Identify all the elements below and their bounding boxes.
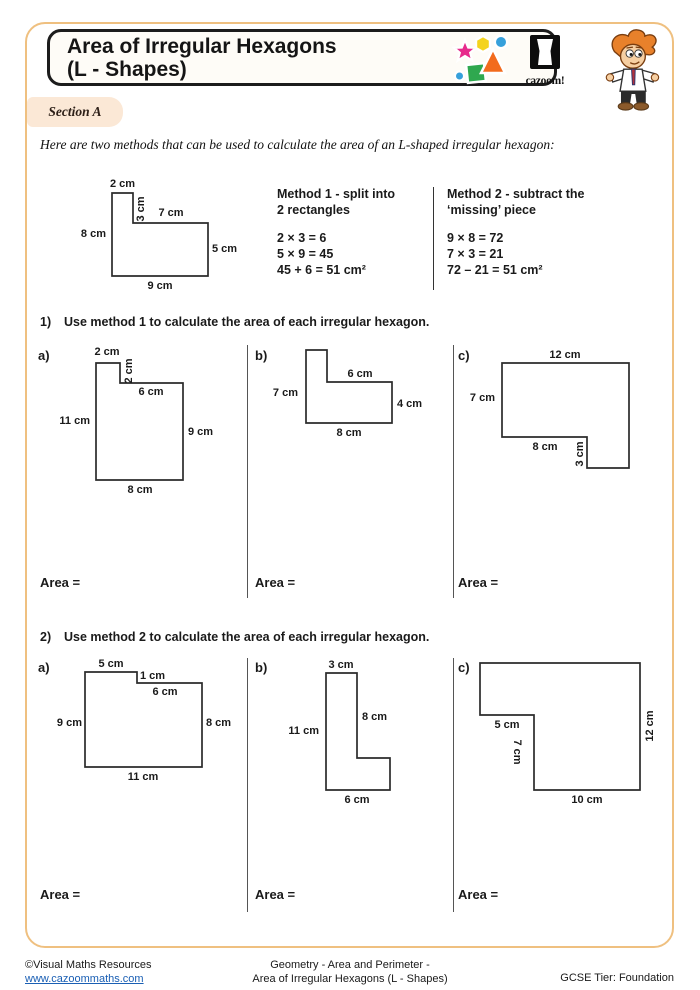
- method2-eq1: 9 × 8 = 72: [447, 231, 504, 245]
- shape-1c: [496, 357, 638, 475]
- method1-eq2: 5 × 9 = 45: [277, 247, 334, 261]
- q2-prompt: Use method 2 to calculate the area of each irregular hexagon.: [64, 630, 430, 644]
- part-label-1a: a): [38, 348, 50, 363]
- small-circle-icon: [455, 71, 464, 80]
- triangle-icon: [481, 49, 505, 73]
- cazoom-brand-text: cazoom!: [525, 75, 565, 87]
- dim-1c-top: 12 cm: [549, 349, 581, 361]
- footer-topic-line2: Area of Irregular Hexagons (L - Shapes): [252, 973, 448, 985]
- q1-number: 1): [40, 315, 52, 329]
- dim-2a-top: 5 cm: [98, 658, 124, 670]
- dim-1a-inner: 6 cm: [138, 386, 164, 398]
- dim-2a-bottom: 11 cm: [127, 771, 159, 783]
- footer-topic-line1: Geometry - Area and Perimeter -: [270, 959, 430, 971]
- method1-block: [277, 186, 395, 278]
- dim-1c-inner: 8 cm: [532, 441, 558, 453]
- dim-2b-inner-right: 8 cm: [362, 711, 388, 723]
- dim-1b-bottom: 8 cm: [336, 427, 362, 439]
- footer-tier: GCSE Tier: Foundation: [560, 972, 674, 984]
- footer-copyright: ©Visual Maths Resources: [25, 959, 152, 971]
- method2-eq2: 7 × 3 = 21: [447, 247, 504, 261]
- area-label-1a: Area =: [40, 575, 81, 590]
- dim-1a-step: 2 cm: [123, 358, 135, 384]
- shape-2b: [320, 667, 398, 798]
- dim-2b-bottom: 6 cm: [344, 794, 370, 806]
- circle-icon: [495, 36, 507, 48]
- dim-1a-bottom: 8 cm: [127, 484, 153, 496]
- dim-1c-step: 3 cm: [574, 441, 586, 467]
- mascot-character: [598, 26, 666, 116]
- method-divider: [433, 187, 434, 290]
- dim-example-left: 8 cm: [80, 228, 106, 240]
- part-label-2b: b): [255, 660, 268, 675]
- dim-2a-inner: 6 cm: [152, 686, 178, 698]
- dim-2b-left: 11 cm: [288, 725, 319, 737]
- q2-number: 2): [40, 630, 52, 644]
- dim-example-top: 2 cm: [109, 178, 136, 190]
- dim-1b-inner: 6 cm: [347, 368, 373, 380]
- dim-2a-right: 8 cm: [206, 717, 232, 729]
- method2-eq3: 72 – 21 = 51 cm²: [447, 263, 543, 277]
- intro-text: Here are two methods that can be used to calculate the area of an L-shaped irregular hexagon:: [40, 137, 555, 152]
- cazoom-logo: [518, 35, 572, 87]
- q1-column-divider-1: [247, 345, 248, 598]
- dim-2c-inner-v: 7 cm: [511, 739, 523, 765]
- q2-column-divider-2: [453, 658, 454, 912]
- method1-title-line2: 2 rectangles: [277, 203, 350, 217]
- dim-example-step: 3 cm: [135, 196, 147, 222]
- method1-eq3: 45 + 6 = 51 cm²: [277, 263, 366, 277]
- dim-1a-right: 9 cm: [188, 426, 214, 438]
- shapes-cluster-icon: [452, 33, 516, 89]
- dim-2c-inner-h: 5 cm: [494, 719, 520, 731]
- footer-url-link[interactable]: www.cazoommaths.com: [25, 973, 144, 985]
- page-title-line1: Area of Irregular Hexagons: [67, 35, 337, 58]
- cazoom-glass-icon: [530, 35, 560, 69]
- star-icon: [454, 40, 476, 61]
- shape-2a: [79, 666, 210, 774]
- hexagon-icon: [476, 36, 490, 52]
- dim-2c-bottom: 10 cm: [571, 794, 603, 806]
- footer-left: [25, 958, 152, 986]
- area-label-2a: Area =: [40, 887, 81, 902]
- method2-title-line2: ‘missing’ piece: [447, 203, 536, 217]
- area-label-1c: Area =: [458, 575, 499, 590]
- shape-1b: [300, 344, 400, 430]
- method2-block: [447, 186, 585, 278]
- dim-2a-step: 1 cm: [140, 670, 166, 682]
- dim-example-inner: 7 cm: [158, 207, 184, 219]
- method1-title-line1: Method 1 - split into: [277, 187, 396, 201]
- area-label-2c: Area =: [458, 887, 499, 902]
- part-label-2c: c): [458, 660, 470, 675]
- dim-1b-left: 7 cm: [272, 387, 298, 399]
- area-label-2b: Area =: [255, 887, 296, 902]
- part-label-1b: b): [255, 348, 268, 363]
- dim-example-right: 5 cm: [212, 243, 238, 255]
- dim-2a-left: 9 cm: [56, 717, 82, 729]
- dim-1a-top: 2 cm: [94, 346, 120, 358]
- footer-center: [225, 958, 475, 986]
- dim-1c-left: 7 cm: [469, 392, 495, 404]
- method2-title-line1: Method 2 - subtract the: [447, 187, 585, 201]
- dim-1a-left: 11 cm: [59, 415, 90, 427]
- page-title-line2: (L - Shapes): [67, 58, 187, 81]
- dim-example-bottom: 9 cm: [147, 280, 173, 292]
- part-label-1c: c): [458, 348, 470, 363]
- method1-eq1: 2 × 3 = 6: [277, 231, 327, 245]
- dim-2c-right: 12 cm: [644, 710, 656, 742]
- dim-1b-right: 4 cm: [397, 398, 423, 410]
- dim-2b-top: 3 cm: [328, 659, 354, 671]
- q1-column-divider-2: [453, 345, 454, 598]
- area-label-1b: Area =: [255, 575, 296, 590]
- page-title: [67, 35, 337, 81]
- q1-prompt: Use method 1 to calculate the area of each irregular hexagon.: [64, 315, 430, 329]
- shape-1a: [90, 355, 200, 490]
- q2-column-divider-1: [247, 658, 248, 912]
- part-label-2a: a): [38, 660, 50, 675]
- section-a-badge: Section A: [27, 97, 123, 127]
